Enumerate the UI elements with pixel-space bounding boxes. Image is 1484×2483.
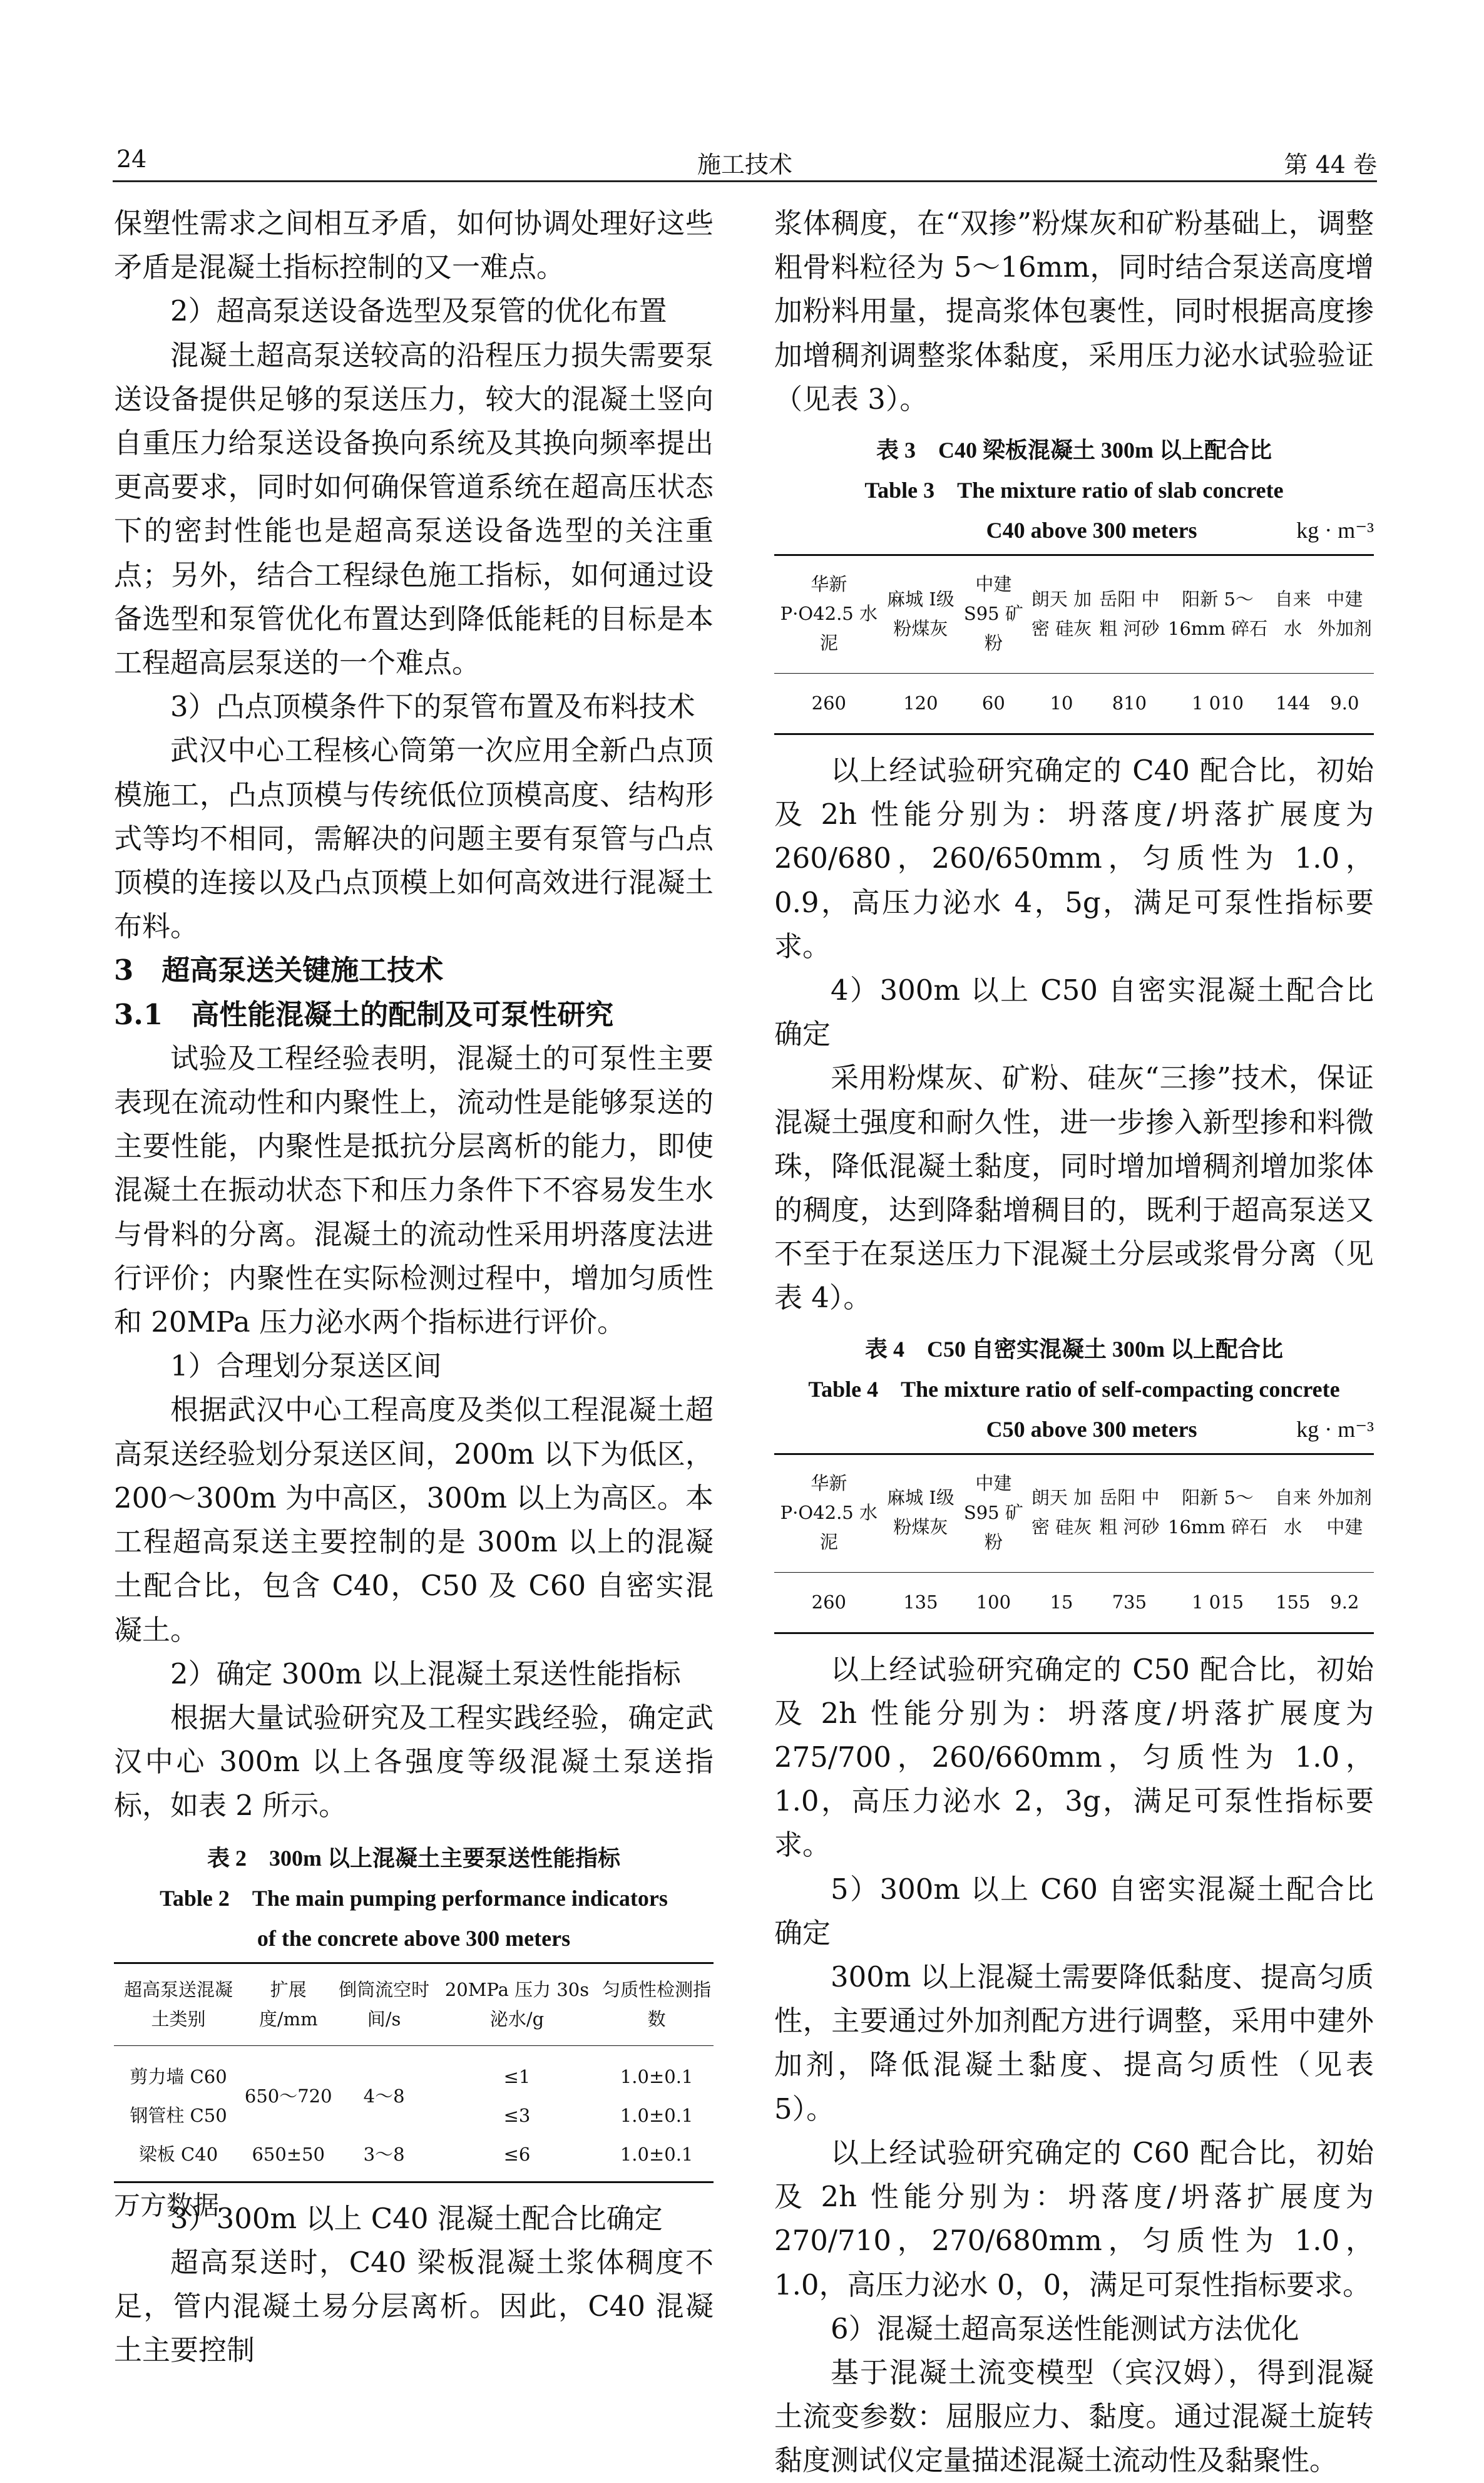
paragraph: 武汉中心工程核心筒第一次应用全新凸点顶模施工，凸点顶模与传统低位顶模高度、结构形式等均不相同，需解决的问题主要有泵管与凸点顶模的连接以及凸点顶模上如何高效进行混凝土布料。 <box>114 734 714 943</box>
paragraph: 1）合理划分泵送区间 <box>170 1349 442 1383</box>
paragraph: 混凝土超高泵送较高的沿程压力损失需要泵送设备提供足够的泵送压力，较大的混凝土竖向自重压力给泵送设备换向系统及其换向频率提出更高要求，同时如何确保管道系统在超高压状态下的密封性能也是超高泵送设备选型的关注重点；另外，结合工程绿色施工指标，如何通过设备选型和泵管优化布置达到降低能耗的目标是本工程超高层泵送的一个难点。 <box>114 338 714 680</box>
table-row <box>774 1572 1374 1633</box>
table-header-cell: 扩展度/mm <box>258 1978 318 2030</box>
table-4-grid <box>774 1453 1374 1634</box>
table-cell: ≤1 <box>503 2065 531 2087</box>
table-4 <box>774 1329 1374 1634</box>
table-cell: 1 010 <box>1192 692 1244 714</box>
left-text-block-2 <box>114 2197 714 2373</box>
table-cell: 1.0±0.1 <box>620 2104 693 2126</box>
table-header-cell: 阳新 5～16mm 碎石 <box>1168 588 1268 639</box>
table-header-cell: 岳阳 中粗 河砂 <box>1099 1487 1160 1538</box>
left-column <box>114 202 714 2372</box>
table-row <box>774 674 1374 734</box>
table-header-cell: 匀质性检测指数 <box>602 1978 712 2030</box>
table-3-caption-en: Table 3 The mixture ratio of slab concrete <box>864 478 1284 503</box>
table-cell: ≤3 <box>503 2104 531 2126</box>
table-header-cell: 超高泵送混凝土类别 <box>123 1978 233 2030</box>
table-3-caption-en-2: C40 above 300 meters <box>986 518 1197 543</box>
table-2 <box>114 1838 714 2183</box>
table-3 <box>774 430 1374 735</box>
right-column <box>774 202 1374 2483</box>
paragraph: 基于混凝土流变模型（宾汉姆），得到混凝土流变参数：屈服应力、黏度。通过混凝土旋转黏度测试仪定量描述混凝土流动性及黏聚性。 <box>774 2355 1374 2477</box>
table-4-caption-en-2: C50 above 300 meters <box>986 1416 1197 1442</box>
table-2-caption-en: Table 2 The main pumping performance indicators <box>160 1885 668 1911</box>
table-cell: 剪力墙 C60 <box>130 2065 227 2087</box>
right-text-block-3 <box>774 1648 1374 2483</box>
paragraph: 2）确定 300m 以上混凝土泵送性能指标 <box>170 1657 681 1690</box>
table-header-cell: 岳阳 中粗 河砂 <box>1099 588 1160 639</box>
table-cell: 9.2 <box>1330 1591 1359 1613</box>
table-header-cell: 外加剂 中建 <box>1317 1487 1372 1538</box>
table-header-cell: 中建 S95 矿粉 <box>963 1472 1023 1553</box>
paragraph: 超高泵送时，C40 梁板混凝土浆体稠度不足，管内混凝土易分层离析。因此，C40 混凝土主要控制 <box>114 2245 714 2367</box>
table-cell: 10 <box>1050 692 1073 714</box>
table-header-cell: 朗天 加密 硅灰 <box>1031 588 1092 639</box>
table-4-unit: kg · m⁻³ <box>1296 1416 1374 1442</box>
watermark: 万方数据 <box>114 2190 220 2221</box>
paragraph: 以上经试验研究确定的 C40 配合比，初始及 2h 性能分别为：坍落度/坍落扩展度为 260/680，260/650mm，匀质性为 1.0，0.9，高压力泌水 4，5g，满足可泵性指标要求。 <box>774 754 1374 963</box>
table-cell: 144 <box>1276 692 1311 714</box>
table-cell: 1.0±0.1 <box>620 2143 693 2165</box>
table-4-caption-cn: 表 4 C50 自密实混凝土 300m 以上配合比 <box>865 1336 1283 1362</box>
table-header-cell: 倒筒流空时间/s <box>339 1978 430 2030</box>
table-cell: 3～8 <box>363 2143 405 2165</box>
table-4-caption-row <box>774 1409 1374 1449</box>
table-header-cell: 麻城 Ⅰ级 粉煤灰 <box>887 1487 954 1538</box>
table-cell: 60 <box>981 692 1005 714</box>
table-3-unit: kg · m⁻³ <box>1296 518 1374 543</box>
table-cell: 735 <box>1112 1591 1147 1613</box>
journal-title: 施工技术 <box>697 151 792 178</box>
paragraph: 300m 以上混凝土需要降低黏度、提高匀质性，主要通过外加剂配方进行调整，采用中建外加剂，降低混凝土黏度、提高匀质性（见表 5）。 <box>774 1960 1374 2126</box>
table-cell: 120 <box>903 692 938 714</box>
table-cell: 650±50 <box>252 2143 325 2165</box>
table-cell: 15 <box>1050 1591 1073 1613</box>
table-cell: 100 <box>976 1591 1011 1613</box>
table-cell: 650～720 <box>244 2085 332 2107</box>
table-cell: 4～8 <box>363 2085 405 2107</box>
table-header-cell: 阳新 5～16mm 碎石 <box>1168 1487 1268 1538</box>
page-number: 24 <box>116 145 147 173</box>
right-text-block <box>774 202 1374 421</box>
paragraph: 根据武汉中心工程高度及类似工程混凝土超高泵送经验划分泵送区间，200m 以下为低区，200～300m 为中高区，300m 以上为高区。本工程超高泵送主要控制的是 300m 以上的混凝土配合比，包含 C40，C50 及 C60 自密实混凝土。 <box>114 1393 714 1647</box>
table-header-cell: 中建 S95 矿粉 <box>963 573 1023 654</box>
table-cell: 260 <box>811 692 846 714</box>
table-2-caption-en-2: of the concrete above 300 meters <box>257 1925 571 1951</box>
table-cell: 钢管柱 C50 <box>130 2104 227 2126</box>
table-header-cell: 自来水 <box>1274 1487 1311 1538</box>
table-cell: 260 <box>811 1591 846 1613</box>
paragraph: 3）300m 以上 C40 混凝土配合比确定 <box>170 2201 663 2235</box>
table-row <box>114 2045 714 2096</box>
paragraph: 5）300m 以上 C60 自密实混凝土配合比确定 <box>774 1872 1374 1950</box>
paragraph: 浆体稠度，在“双掺”粉煤灰和矿粉基础上，调整粗骨料粒径为 5～16mm，同时结合泵送高度增加粉料用量，提高浆体包裹性，同时根据高度掺加增稠剂调整浆体黏度，采用压力泌水试验验证（见表 3）。 <box>774 207 1374 416</box>
table-cell: 1 015 <box>1192 1591 1244 1613</box>
table-3-caption-row <box>774 510 1374 550</box>
table-3-caption-cn: 表 3 C40 梁板混凝土 300m 以上配合比 <box>876 438 1272 463</box>
table-cell: 梁板 C40 <box>138 2143 218 2165</box>
table-header-cell: 麻城 Ⅰ级 粉煤灰 <box>887 588 954 639</box>
volume-label: 第 44 卷 <box>1284 151 1377 178</box>
paragraph: 保塑性需求之间相互矛盾，如何协调处理好这些矛盾是混凝土指标控制的又一难点。 <box>114 207 714 284</box>
table-2-caption-cn: 表 2 300m 以上混凝土主要泵送性能指标 <box>207 1845 620 1871</box>
left-text-block <box>114 202 714 1828</box>
paragraph: 3）凸点顶模条件下的泵管布置及布料技术 <box>170 690 695 724</box>
paragraph: 试验及工程经验表明，混凝土的可泵性主要表现在流动性和内聚性上，流动性是能够泵送的主要性能，内聚性是抵抗分层离析的能力，即使混凝土在振动状态下和压力条件下不容易发生水与骨料的分离。混凝土的流动性采用坍落度法进行评价；内聚性在实际检测过程中，增加匀质性和 20MPa 压力泌水两个指标进行评价。 <box>114 1041 714 1339</box>
section-heading: 3.1 高性能混凝土的配制及可泵性研究 <box>114 997 614 1031</box>
table-header-cell: 20MPa 压力 30s 泌水/g <box>444 1978 590 2030</box>
paragraph: 根据大量试验研究及工程实践经验，确定武汉中心 300m 以上各强度等级混凝土泵送指标，如表 2 所示。 <box>114 1700 714 1822</box>
table-3-grid <box>774 554 1374 735</box>
table-cell: 135 <box>903 1591 938 1613</box>
table-cell: ≤6 <box>503 2143 531 2165</box>
paragraph: 以上经试验研究确定的 C50 配合比，初始及 2h 性能分别为：坍落度/坍落扩展度为 275/700，260/660mm，匀质性为 1.0，1.0，高压力泌水 2，3g，满足可泵性指标要求。 <box>774 1652 1374 1862</box>
paragraph: 2）超高泵送设备选型及泵管的优化布置 <box>170 294 667 328</box>
paragraph: 采用粉煤灰、矿粉、硅灰“三掺”技术，保证混凝土强度和耐久性，进一步掺入新型掺和料微珠，降低混凝土黏度，同时增加增稠剂增加浆体的稠度，达到降黏增稠目的，既利于超高泵送又不至于在泵送压力下混凝土分层或浆骨分离（见表 4）。 <box>774 1061 1374 1315</box>
table-header-cell: 华新 P·O42.5 水泥 <box>780 573 878 654</box>
table-cell: 1.0±0.1 <box>620 2065 693 2087</box>
table-cell: 810 <box>1112 692 1147 714</box>
table-cell: 9.0 <box>1330 692 1359 714</box>
table-row <box>114 2135 714 2182</box>
paragraph: 以上经试验研究确定的 C60 配合比，初始及 2h 性能分别为：坍落度/坍落扩展度为 270/710，270/680mm，匀质性为 1.0，1.0，高压力泌水 0，0，满足可泵性指标要求。 <box>774 2136 1374 2301</box>
table-header-cell: 华新 P·O42.5 水泥 <box>780 1472 878 1553</box>
right-text-block-2 <box>774 749 1374 1320</box>
table-cell: 155 <box>1276 1591 1311 1613</box>
paragraph: 6）混凝土超高泵送性能测试方法优化 <box>831 2311 1299 2345</box>
running-header <box>113 145 1377 182</box>
table-header-cell: 自来水 <box>1274 588 1311 639</box>
table-2-grid <box>114 1962 714 2183</box>
paragraph: 4）300m 以上 C50 自密实混凝土配合比确定 <box>774 974 1374 1051</box>
section-heading: 3 超高泵送关键施工技术 <box>114 954 444 987</box>
table-4-caption-en: Table 4 The mixture ratio of self-compacting concrete <box>808 1376 1340 1402</box>
table-header-cell: 朗天 加密 硅灰 <box>1031 1487 1092 1538</box>
table-header-cell: 中建 外加剂 <box>1317 588 1372 639</box>
